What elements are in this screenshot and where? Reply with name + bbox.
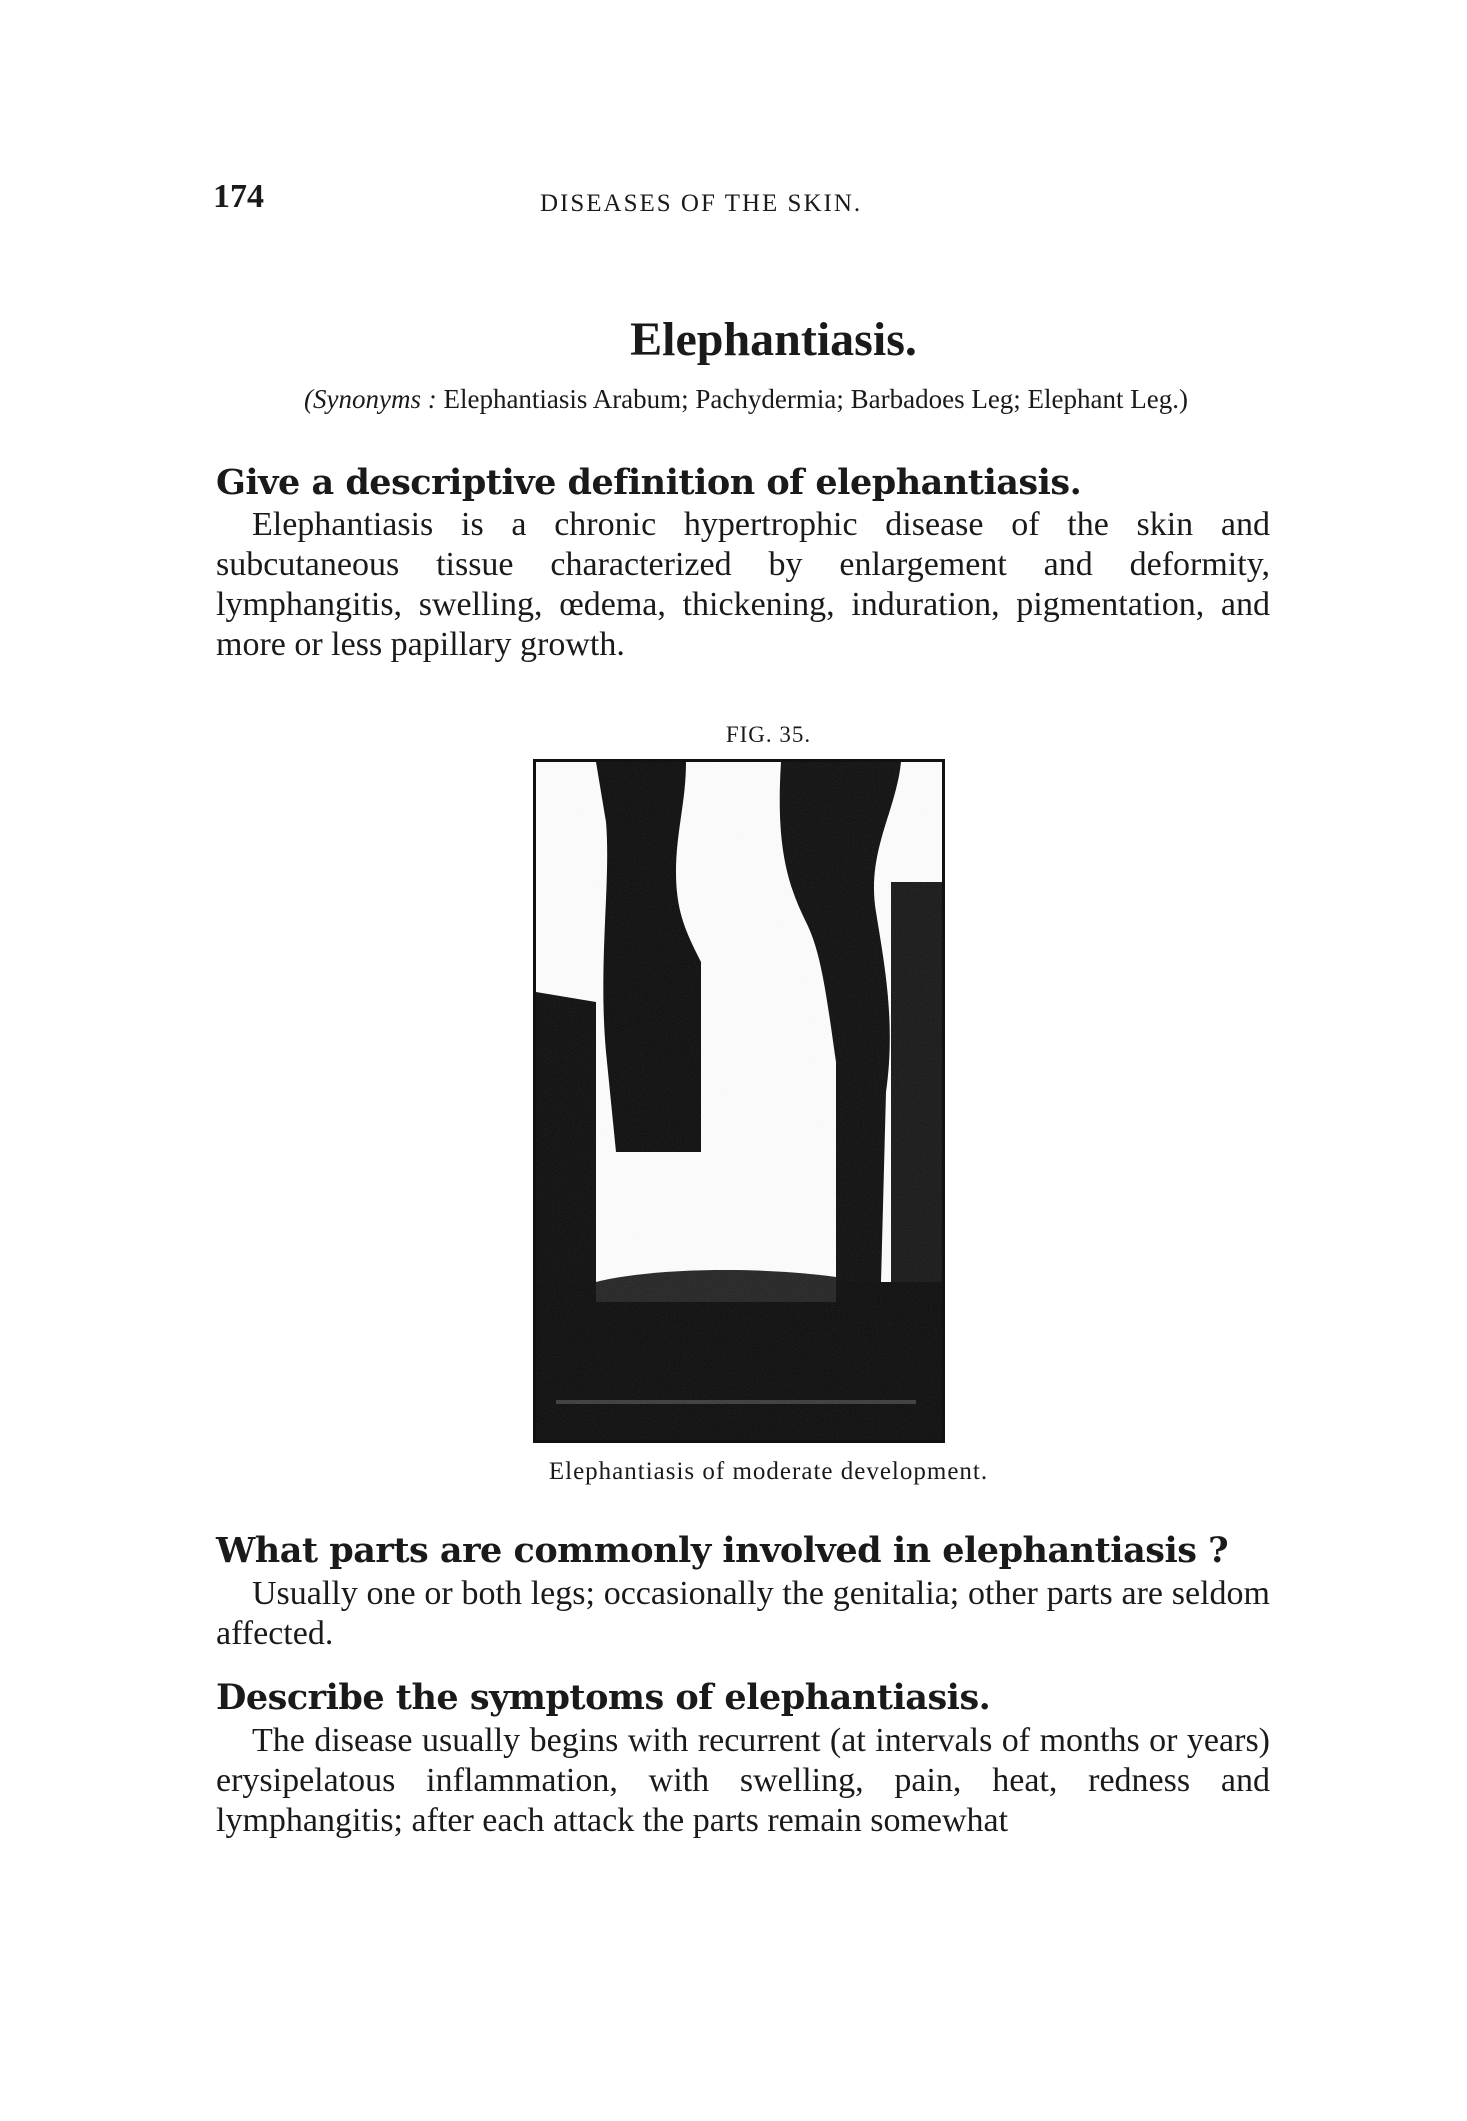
- article-title: Elephantiasis.: [630, 313, 917, 366]
- elephantiasis-legs-image: [536, 762, 942, 1440]
- page-number: 174: [213, 178, 264, 215]
- figure-photograph: [533, 759, 945, 1443]
- question-parts: What parts are commonly involved in elephantiasis ?: [216, 1530, 1229, 1571]
- figure-label: FIG. 35.: [725, 722, 812, 747]
- question-definition: Give a descriptive definition of elephantiasis.: [216, 462, 1082, 503]
- synonyms: [216, 380, 1276, 418]
- running-title: DISEASES OF THE SKIN.: [540, 190, 863, 217]
- synonyms-list: Elephantiasis Arabum; Pachydermia; Barbadoes Leg; Elephant Leg.): [436, 384, 1188, 414]
- synonyms-lead: (Synonyms :: [304, 384, 437, 414]
- answer-parts: Usually one or both legs; occasionally the genitalia; other parts are seldom affected.: [216, 1575, 1270, 1652]
- answer-symptoms: The disease usually begins with recurrent (at intervals of months or years) erysipelatous inflammation, with swelling, pain, heat, redness and lymphangitis; after each attack the parts remain somewhat: [216, 1722, 1270, 1839]
- figure-caption: Elephantiasis of moderate development.: [548, 1458, 989, 1485]
- question-symptoms: Describe the symptoms of elephantiasis.: [216, 1677, 991, 1718]
- answer-definition: Elephantiasis is a chronic hypertrophic disease of the skin and subcutaneous tissue characterized by enlargement and deformity, lymphangitis, swelling, œdema, thickening, induration, pigmentation, and more or less papillary growth.: [216, 506, 1270, 663]
